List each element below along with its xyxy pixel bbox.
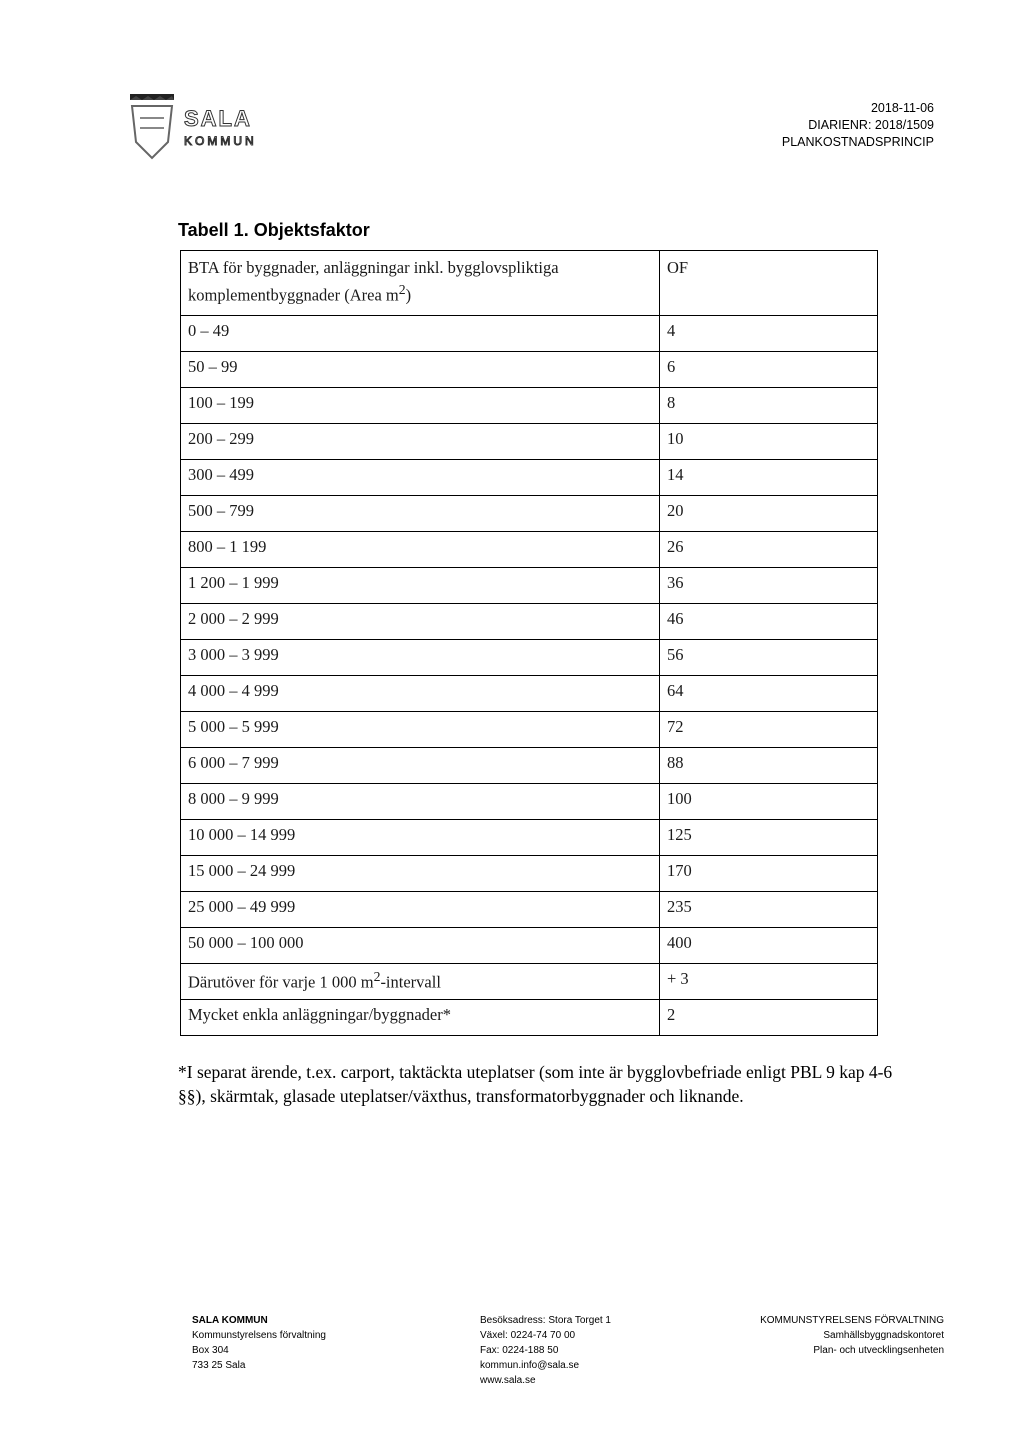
table-cell-of: + 3 xyxy=(660,964,878,1000)
table-cell-of: 14 xyxy=(660,460,878,496)
table-cell-area: 800 – 1 199 xyxy=(181,532,660,568)
table-row xyxy=(181,532,878,568)
table-cell-of: 4 xyxy=(660,316,878,352)
document-date: 2018-11-06 xyxy=(870,101,934,115)
table-cell-of: 400 xyxy=(660,928,878,964)
table-row xyxy=(181,316,878,352)
superscript-2: 2 xyxy=(373,969,381,984)
table-cell-of: 170 xyxy=(660,856,878,892)
crown-emblem-icon xyxy=(122,92,182,162)
table-cell-of: 20 xyxy=(660,496,878,532)
diarienummer: DIARIENR: 2018/1509 xyxy=(808,118,934,132)
table-row xyxy=(181,676,878,712)
table-row xyxy=(181,928,878,964)
table-cell-area xyxy=(181,964,660,1000)
table-row xyxy=(181,352,878,388)
table-cell-area: Mycket enkla anläggningar/byggnader* xyxy=(181,1000,660,1036)
table-row xyxy=(181,640,878,676)
table-cell-of: 36 xyxy=(660,568,878,604)
table-cell-area: 100 – 199 xyxy=(181,388,660,424)
table-cell-of: 10 xyxy=(660,424,878,460)
table-cell-area: 500 – 799 xyxy=(181,496,660,532)
header-meta xyxy=(782,100,934,151)
table-cell-area: 2 000 – 2 999 xyxy=(181,604,660,640)
table-header-row xyxy=(181,251,878,316)
table-cell-area: 4 000 – 4 999 xyxy=(181,676,660,712)
header-area-line2 xyxy=(188,279,652,307)
table-cell-area: 10 000 – 14 999 xyxy=(181,820,660,856)
logo-name: SALA xyxy=(184,106,252,131)
footer-address xyxy=(192,1313,326,1373)
table-cell-of: 125 xyxy=(660,820,878,856)
table-footnote: *I separat ärende, t.ex. carport, taktäckta uteplatser (som inte är bygglovbefriade enligt PBL 9 kap 4-6 §§), skärmtak, glasade uteplatser/växthus, transformatorbyggnader och liknande. xyxy=(178,1062,893,1106)
table-row xyxy=(181,820,878,856)
footer-email: kommun.info@sala.se xyxy=(480,1360,580,1371)
table-row xyxy=(181,748,878,784)
header-area-line2-text: komplementbyggnader (Area m xyxy=(188,285,399,305)
document-type: PLANKOSTNADSPRINCIP xyxy=(781,135,934,149)
table-row xyxy=(181,496,878,532)
table-cell-area: 15 000 – 24 999 xyxy=(181,856,660,892)
table-row xyxy=(181,784,878,820)
table-cell-of: 6 xyxy=(660,352,878,388)
table-cell-of: 26 xyxy=(660,532,878,568)
footer-website: www.sala.se xyxy=(480,1375,536,1386)
footer-department xyxy=(760,1313,944,1358)
table-cell-of: 2 xyxy=(660,1000,878,1036)
table-cell-of: 56 xyxy=(660,640,878,676)
table-cell-of: 100 xyxy=(660,784,878,820)
table-row xyxy=(181,604,878,640)
logo-sub: KOMMUN xyxy=(184,134,257,148)
table-cell-area: 8 000 – 9 999 xyxy=(181,784,660,820)
table-cell-of: 64 xyxy=(660,676,878,712)
objektsfaktor-table xyxy=(180,250,878,1036)
table-cell-area: 25 000 – 49 999 xyxy=(181,892,660,928)
sala-kommun-logo xyxy=(122,92,282,164)
table-cell-of: 8 xyxy=(660,388,878,424)
table-row xyxy=(181,892,878,928)
table-row xyxy=(181,460,878,496)
footer-line: Samhällsbyggnadskontoret xyxy=(823,1330,944,1341)
table-cell-area: 0 – 49 xyxy=(181,316,660,352)
extra-row-suffix: -intervall xyxy=(380,972,441,992)
table-row xyxy=(181,568,878,604)
table-cell-area: 50 000 – 100 000 xyxy=(181,928,660,964)
table-cell-area: 5 000 – 5 999 xyxy=(181,712,660,748)
table-row xyxy=(181,712,878,748)
header-area-line1: BTA för byggnader, anläggningar inkl. bygglovspliktiga xyxy=(188,258,559,277)
footer-line: KOMMUNSTYRELSENS FÖRVALTNING xyxy=(760,1315,944,1326)
table-cell-area: 50 – 99 xyxy=(181,352,660,388)
table-row xyxy=(181,424,878,460)
footer-contact xyxy=(480,1313,611,1388)
superscript-2: 2 xyxy=(398,282,406,297)
table-cell-area: 1 200 – 1 999 xyxy=(181,568,660,604)
header-cell-area xyxy=(181,251,660,316)
table-cell-of: 88 xyxy=(660,748,878,784)
table-row xyxy=(181,388,878,424)
footer-line: Plan- och utvecklingsenheten xyxy=(813,1345,944,1356)
table-cell-area: 3 000 – 3 999 xyxy=(181,640,660,676)
footer-org-name: SALA KOMMUN xyxy=(192,1315,268,1326)
footer-line: 733 25 Sala xyxy=(192,1360,246,1371)
table-title: Tabell 1. Objektsfaktor xyxy=(178,220,370,240)
table-row-last xyxy=(181,1000,878,1036)
header-cell-of: OF xyxy=(660,251,878,316)
table-cell-of: 235 xyxy=(660,892,878,928)
table-cell-area: 200 – 299 xyxy=(181,424,660,460)
table-row xyxy=(181,856,878,892)
table-cell-area: 6 000 – 7 999 xyxy=(181,748,660,784)
footer-fax: Fax: 0224-188 50 xyxy=(480,1345,559,1356)
extra-row-text: Därutöver för varje 1 000 m xyxy=(188,972,374,992)
footer-phone: Växel: 0224-74 70 00 xyxy=(480,1330,576,1341)
footer-line: Box 304 xyxy=(192,1345,229,1356)
table-row-extra xyxy=(181,964,878,1000)
table-cell-of: 46 xyxy=(660,604,878,640)
table-cell-of: 72 xyxy=(660,712,878,748)
header-area-line2-close: ) xyxy=(405,285,412,305)
footer-line: Kommunstyrelsens förvaltning xyxy=(192,1330,326,1341)
footer-visit-address: Besöksadress: Stora Torget 1 xyxy=(480,1315,611,1326)
table-cell-area: 300 – 499 xyxy=(181,460,660,496)
